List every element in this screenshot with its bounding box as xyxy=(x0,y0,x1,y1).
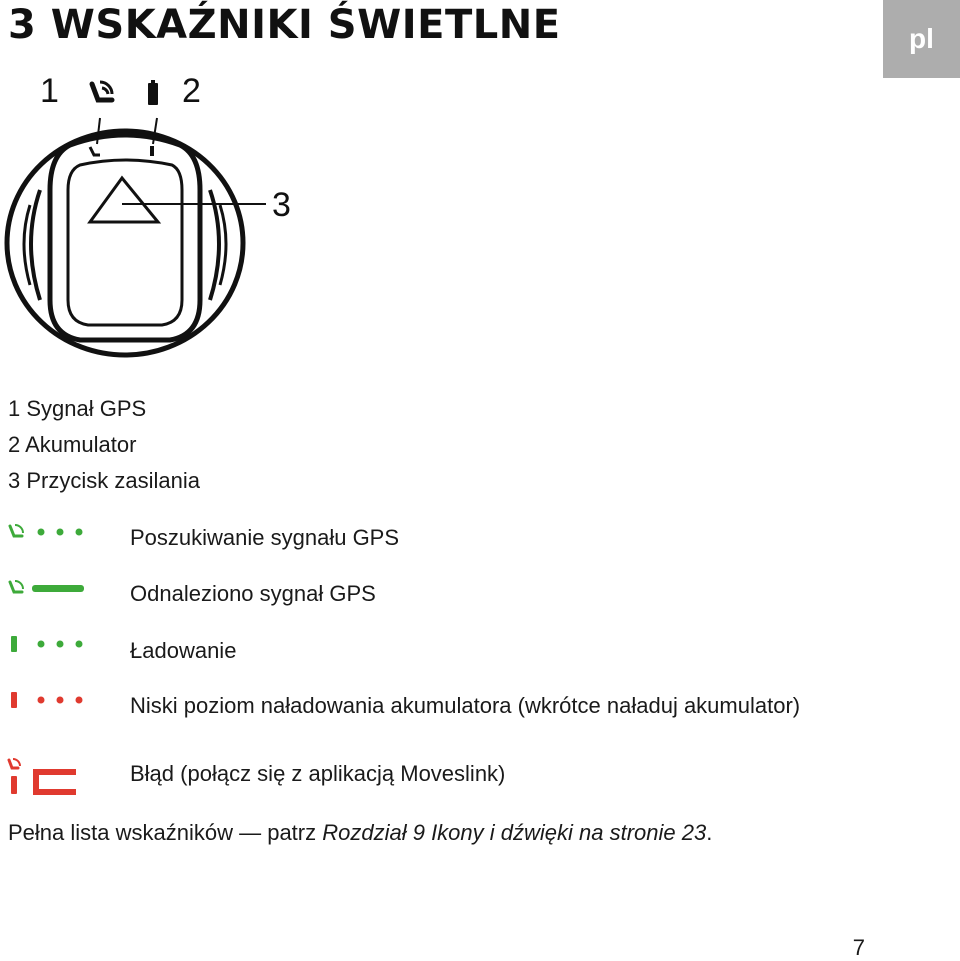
footer-prefix: Pełna lista wskaźników — patrz xyxy=(8,820,323,845)
footer-reference-link[interactable]: Rozdział 9 Ikony i dźwięki na stronie 23 xyxy=(322,820,707,845)
footer-suffix: . xyxy=(706,820,713,845)
indicator-searching-gps-icon xyxy=(8,524,88,544)
indicator-low-battery-label: Niski poziom naładowania akumulatora (wkrótce naładuj akumulator) xyxy=(130,693,801,718)
device-illustration xyxy=(0,110,260,360)
legend-item-battery: 2 Akumulator xyxy=(8,432,137,457)
callout-1-label: 1 xyxy=(40,72,59,110)
legend-item-power-button: 3 Przycisk zasilania xyxy=(8,468,200,493)
indicator-error-label: Błąd (połącz się z aplikacją Moveslink) xyxy=(130,761,506,786)
page-title: 3 WSKAŹNIKI ŚWIETLNE xyxy=(8,2,561,48)
callout-3-label: 3 xyxy=(272,186,291,224)
indicator-gps-found-label: Odnaleziono sygnał GPS xyxy=(130,581,376,606)
footer-reference xyxy=(8,820,712,846)
indicator-searching-gps-label: Poszukiwanie sygnału GPS xyxy=(130,525,400,550)
legend-item-gps: 1 Sygnał GPS xyxy=(8,396,147,421)
page-number: 7 xyxy=(852,935,865,960)
indicator-error-icon xyxy=(8,758,88,798)
indicator-charging-icon xyxy=(8,636,88,656)
indicator-low-battery-icon xyxy=(8,692,88,712)
indicator-gps-found-icon xyxy=(8,580,88,600)
indicator-charging-label: Ładowanie xyxy=(130,638,237,663)
language-tab: pl xyxy=(883,0,960,78)
battery-icon xyxy=(146,80,166,110)
callout-2-label: 2 xyxy=(182,72,201,110)
